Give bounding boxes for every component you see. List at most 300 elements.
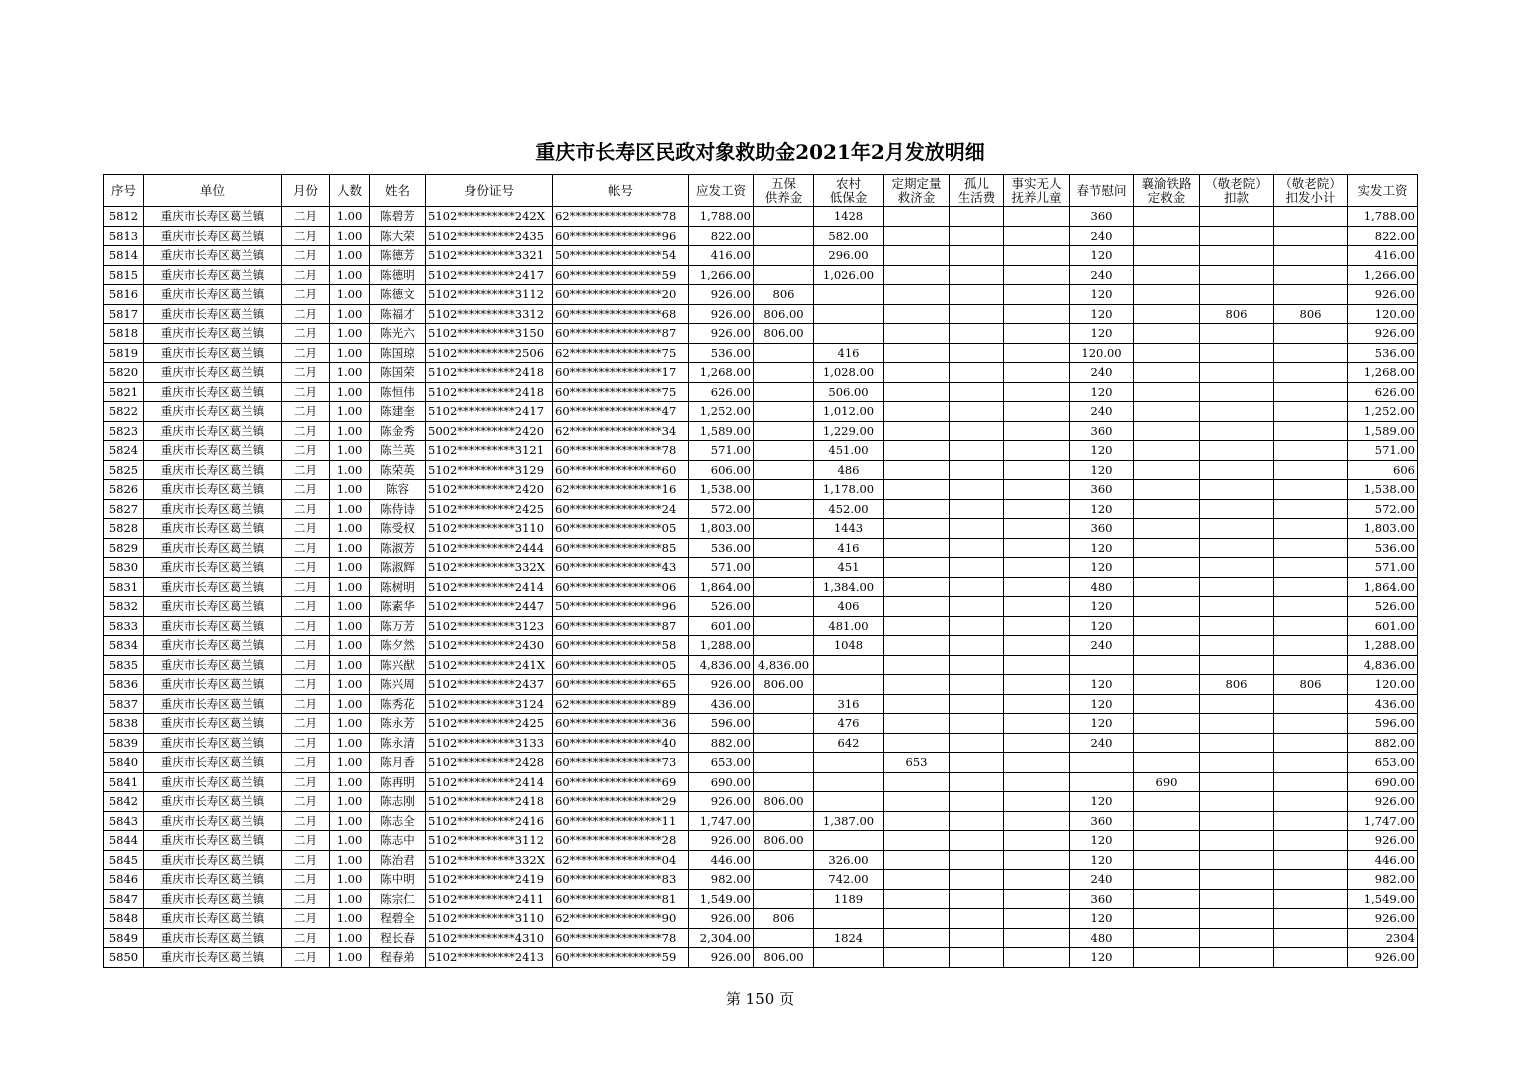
table-cell [1274, 948, 1348, 968]
table-cell: 5850 [104, 948, 144, 968]
table-row [104, 226, 1418, 246]
table-row [104, 285, 1418, 305]
table-cell: 陈夕然 [370, 636, 426, 656]
table-cell: 重庆市长寿区葛兰镇 [144, 772, 282, 792]
table-cell [950, 382, 1004, 402]
table-cell [1274, 363, 1348, 383]
table-cell: 926.00 [1348, 948, 1418, 968]
table-cell [1274, 421, 1348, 441]
table-cell: 5834 [104, 636, 144, 656]
table-row [104, 792, 1418, 812]
table-cell: 120 [1070, 246, 1134, 266]
column-header: 实发工资 [1348, 175, 1418, 207]
table-cell: 926.00 [689, 948, 754, 968]
table-cell: 120 [1070, 304, 1134, 324]
table-cell: 1.00 [330, 694, 370, 714]
table-cell: 60****************59 [553, 948, 689, 968]
table-cell: 60****************58 [553, 636, 689, 656]
table-cell [1200, 519, 1274, 539]
table-cell: 重庆市长寿区葛兰镇 [144, 753, 282, 773]
table-cell: 571.00 [1348, 441, 1418, 461]
table-cell: 1.00 [330, 636, 370, 656]
table-cell: 5829 [104, 538, 144, 558]
table-cell: 60****************73 [553, 753, 689, 773]
table-cell: 601.00 [1348, 616, 1418, 636]
table-cell [1274, 870, 1348, 890]
table-cell: 二月 [282, 772, 330, 792]
table-cell: 60****************36 [553, 714, 689, 734]
table-cell [754, 694, 814, 714]
table-cell [950, 363, 1004, 383]
table-cell: 1,026.00 [814, 265, 884, 285]
table-cell [1274, 714, 1348, 734]
table-cell [754, 616, 814, 636]
table-cell: 1.00 [330, 870, 370, 890]
table-cell [1200, 421, 1274, 441]
table-cell [1274, 324, 1348, 344]
table-cell: 62****************34 [553, 421, 689, 441]
table-cell [1274, 928, 1348, 948]
table-cell: 480 [1070, 577, 1134, 597]
table-cell: 二月 [282, 558, 330, 578]
table-cell [950, 460, 1004, 480]
table-cell [1134, 402, 1200, 422]
table-cell: 120.00 [1348, 304, 1418, 324]
table-cell: 重庆市长寿区葛兰镇 [144, 538, 282, 558]
table-cell: 陈树明 [370, 577, 426, 597]
table-cell: 5002**********2420 [426, 421, 553, 441]
table-cell: 806.00 [754, 948, 814, 968]
table-cell: 60****************40 [553, 733, 689, 753]
column-header: 春节慰问 [1070, 175, 1134, 207]
table-cell: 1.00 [330, 714, 370, 734]
table-cell: 重庆市长寿区葛兰镇 [144, 909, 282, 929]
table-cell [1274, 694, 1348, 714]
table-cell: 1.00 [330, 460, 370, 480]
table-cell [950, 480, 1004, 500]
table-cell [884, 421, 950, 441]
table-cell [950, 519, 1004, 539]
table-cell: 5102**********2418 [426, 792, 553, 812]
table-cell: 451 [814, 558, 884, 578]
table-cell [1004, 655, 1070, 675]
table-cell [1274, 343, 1348, 363]
table-cell: 1,252.00 [1348, 402, 1418, 422]
table-row [104, 870, 1418, 890]
table-cell: 60****************59 [553, 265, 689, 285]
page-number: 第 150 页 [725, 990, 795, 1008]
table-cell: 5818 [104, 324, 144, 344]
table-cell: 120 [1070, 324, 1134, 344]
table-cell [1200, 363, 1274, 383]
table-cell: 重庆市长寿区葛兰镇 [144, 870, 282, 890]
table-cell [754, 421, 814, 441]
table-cell [884, 343, 950, 363]
table-cell: 1,589.00 [1348, 421, 1418, 441]
table-cell: 1.00 [330, 519, 370, 539]
table-cell [950, 577, 1004, 597]
table-cell [1200, 382, 1274, 402]
table-cell: 5102**********2414 [426, 772, 553, 792]
table-cell [1200, 499, 1274, 519]
table-cell [754, 519, 814, 539]
table-cell [754, 480, 814, 500]
table-cell [1004, 285, 1070, 305]
table-cell: 526.00 [1348, 597, 1418, 617]
table-cell [1134, 675, 1200, 695]
table-cell: 5831 [104, 577, 144, 597]
table-cell [1200, 441, 1274, 461]
table-cell: 60****************75 [553, 382, 689, 402]
table-cell: 1,788.00 [1348, 207, 1418, 227]
table-cell [1134, 831, 1200, 851]
table-cell [884, 948, 950, 968]
table-cell [1200, 948, 1274, 968]
table-cell [1134, 694, 1200, 714]
table-cell: 陈福才 [370, 304, 426, 324]
table-cell: 1,864.00 [1348, 577, 1418, 597]
table-cell [1274, 246, 1348, 266]
table-cell: 重庆市长寿区葛兰镇 [144, 519, 282, 539]
table-cell: 60****************87 [553, 324, 689, 344]
table-cell: 5102**********2420 [426, 480, 553, 500]
table-cell: 二月 [282, 792, 330, 812]
table-row [104, 636, 1418, 656]
table-cell: 926.00 [689, 304, 754, 324]
table-cell: 806 [1200, 675, 1274, 695]
table-cell [1274, 577, 1348, 597]
table-cell: 5102**********242X [426, 207, 553, 227]
table-cell [754, 382, 814, 402]
table-cell: 陈淑辉 [370, 558, 426, 578]
table-cell [950, 226, 1004, 246]
table-cell: 626.00 [689, 382, 754, 402]
table-cell: 陈侍诗 [370, 499, 426, 519]
table-cell: 446.00 [689, 850, 754, 870]
table-row [104, 558, 1418, 578]
table-cell: 重庆市长寿区葛兰镇 [144, 792, 282, 812]
table-cell: 120 [1070, 285, 1134, 305]
column-header: 帐号 [553, 175, 689, 207]
table-cell: 陈大荣 [370, 226, 426, 246]
table-cell: 526.00 [689, 597, 754, 617]
table-cell: 重庆市长寿区葛兰镇 [144, 948, 282, 968]
table-cell: 陈宗仁 [370, 889, 426, 909]
table-cell: 二月 [282, 285, 330, 305]
table-cell [950, 694, 1004, 714]
table-cell: 60****************47 [553, 402, 689, 422]
table-cell [1004, 714, 1070, 734]
table-cell [884, 597, 950, 617]
table-cell: 926.00 [1348, 792, 1418, 812]
table-cell: 5842 [104, 792, 144, 812]
table-cell: 陈金秀 [370, 421, 426, 441]
table-cell [1134, 811, 1200, 831]
table-cell: 452.00 [814, 499, 884, 519]
table-cell: 416 [814, 343, 884, 363]
table-cell [1134, 558, 1200, 578]
table-cell: 1.00 [330, 285, 370, 305]
table-row [104, 265, 1418, 285]
table-cell [1004, 480, 1070, 500]
table-row [104, 655, 1418, 675]
table-cell: 5841 [104, 772, 144, 792]
table-cell: 1824 [814, 928, 884, 948]
table-cell: 120 [1070, 499, 1134, 519]
table-cell: 5845 [104, 850, 144, 870]
table-cell: 重庆市长寿区葛兰镇 [144, 265, 282, 285]
table-cell [950, 324, 1004, 344]
table-cell [1134, 792, 1200, 812]
table-cell [754, 441, 814, 461]
table-cell [1004, 870, 1070, 890]
table-cell: 4,836.00 [1348, 655, 1418, 675]
table-cell [1004, 597, 1070, 617]
table-cell: 5102**********3129 [426, 460, 553, 480]
table-cell [754, 246, 814, 266]
table-cell [1004, 441, 1070, 461]
table-cell: 陈素华 [370, 597, 426, 617]
table-row [104, 850, 1418, 870]
table-cell: 1.00 [330, 792, 370, 812]
table-cell: 5102**********2425 [426, 714, 553, 734]
table-cell: 5836 [104, 675, 144, 695]
table-cell [1200, 870, 1274, 890]
column-header: （敬老院） 扣款 [1200, 175, 1274, 207]
table-cell: 1443 [814, 519, 884, 539]
table-cell [950, 811, 1004, 831]
table-cell [1274, 616, 1348, 636]
table-cell: 重庆市长寿区葛兰镇 [144, 558, 282, 578]
table-row [104, 928, 1418, 948]
table-cell [754, 811, 814, 831]
table-cell [1134, 324, 1200, 344]
table-cell: 5102**********3112 [426, 831, 553, 851]
table-cell [754, 597, 814, 617]
table-cell: 重庆市长寿区葛兰镇 [144, 714, 282, 734]
table-cell: 1.00 [330, 909, 370, 929]
table-cell: 5844 [104, 831, 144, 851]
table-cell: 重庆市长寿区葛兰镇 [144, 616, 282, 636]
table-cell: 5102**********2425 [426, 499, 553, 519]
table-cell [1134, 226, 1200, 246]
table-cell: 5835 [104, 655, 144, 675]
table-cell: 926.00 [1348, 324, 1418, 344]
table-cell: 60****************11 [553, 811, 689, 831]
table-cell: 240 [1070, 636, 1134, 656]
table-cell [1274, 811, 1348, 831]
table-cell [950, 499, 1004, 519]
table-cell: 二月 [282, 538, 330, 558]
table-cell: 二月 [282, 831, 330, 851]
table-cell: 二月 [282, 675, 330, 695]
table-cell [950, 733, 1004, 753]
table-cell [1274, 382, 1348, 402]
table-cell: 5848 [104, 909, 144, 929]
table-row [104, 811, 1418, 831]
table-cell: 重庆市长寿区葛兰镇 [144, 285, 282, 305]
table-row [104, 616, 1418, 636]
table-cell: 陈恒伟 [370, 382, 426, 402]
table-cell: 二月 [282, 597, 330, 617]
table-cell: 806.00 [754, 304, 814, 324]
table-cell: 陈兰英 [370, 441, 426, 461]
table-cell [884, 733, 950, 753]
table-cell [1134, 246, 1200, 266]
table-cell: 476 [814, 714, 884, 734]
table-cell [884, 304, 950, 324]
table-cell: 陈德芳 [370, 246, 426, 266]
table-cell: 5823 [104, 421, 144, 441]
table-cell [814, 831, 884, 851]
table-cell: 二月 [282, 441, 330, 461]
table-cell: 5832 [104, 597, 144, 617]
table-cell: 62****************04 [553, 850, 689, 870]
table-cell: 806 [1274, 675, 1348, 695]
table-cell [1004, 831, 1070, 851]
table-cell: 1.00 [330, 226, 370, 246]
table-cell: 60****************60 [553, 460, 689, 480]
table-cell: 50****************96 [553, 597, 689, 617]
table-cell [950, 246, 1004, 266]
table-cell [884, 324, 950, 344]
table-cell [1200, 558, 1274, 578]
table-cell [1200, 714, 1274, 734]
table-cell: 822.00 [689, 226, 754, 246]
table-cell [1274, 538, 1348, 558]
table-cell: 1.00 [330, 382, 370, 402]
table-cell: 60****************28 [553, 831, 689, 851]
table-cell [814, 909, 884, 929]
column-header: 襄渝铁路 定救金 [1134, 175, 1200, 207]
table-cell: 653.00 [1348, 753, 1418, 773]
table-cell: 120.00 [1070, 343, 1134, 363]
table-cell: 1.00 [330, 889, 370, 909]
table-cell [1004, 675, 1070, 695]
table-cell: 5102**********2435 [426, 226, 553, 246]
table-cell: 陈月香 [370, 753, 426, 773]
table-cell [814, 772, 884, 792]
table-cell: 二月 [282, 265, 330, 285]
table-cell: 742.00 [814, 870, 884, 890]
table-cell: 5102**********2411 [426, 889, 553, 909]
table-cell [1134, 304, 1200, 324]
table-cell: 926.00 [689, 285, 754, 305]
table-cell: 1,266.00 [1348, 265, 1418, 285]
table-cell: 1048 [814, 636, 884, 656]
table-cell: 1.00 [330, 616, 370, 636]
table-cell [754, 577, 814, 597]
table-cell [884, 772, 950, 792]
table-cell: 120 [1070, 597, 1134, 617]
table-cell [950, 831, 1004, 851]
table-cell [1004, 850, 1070, 870]
table-cell [1200, 538, 1274, 558]
table-cell [754, 733, 814, 753]
table-cell [1004, 519, 1070, 539]
table-cell: 1.00 [330, 772, 370, 792]
table-cell: 2304 [1348, 928, 1418, 948]
table-cell: 程碧全 [370, 909, 426, 929]
table-cell: 5828 [104, 519, 144, 539]
table-cell: 重庆市长寿区葛兰镇 [144, 928, 282, 948]
table-cell [1274, 850, 1348, 870]
table-cell [1274, 831, 1348, 851]
table-cell [1004, 577, 1070, 597]
table-cell [814, 753, 884, 773]
table-cell: 陈志中 [370, 831, 426, 851]
table-cell: 5822 [104, 402, 144, 422]
table-cell [884, 870, 950, 890]
table-cell [884, 558, 950, 578]
table-cell [1200, 928, 1274, 948]
table-cell: 陈志全 [370, 811, 426, 831]
table-cell [1200, 733, 1274, 753]
table-cell: 二月 [282, 714, 330, 734]
table-cell: 60****************05 [553, 519, 689, 539]
table-cell: 陈中明 [370, 870, 426, 890]
table-cell: 1,028.00 [814, 363, 884, 383]
table-cell: 481.00 [814, 616, 884, 636]
table-cell: 926.00 [1348, 909, 1418, 929]
table-cell: 360 [1070, 207, 1134, 227]
table-cell [1004, 382, 1070, 402]
table-cell [814, 792, 884, 812]
table-cell: 1.00 [330, 402, 370, 422]
table-cell: 1.00 [330, 675, 370, 695]
table-cell [884, 226, 950, 246]
column-header: 孤儿 生活费 [950, 175, 1004, 207]
table-cell: 4,836.00 [754, 655, 814, 675]
table-cell: 120.00 [1348, 675, 1418, 695]
table-cell: 重庆市长寿区葛兰镇 [144, 207, 282, 227]
table-cell [1200, 343, 1274, 363]
table-cell: 120 [1070, 675, 1134, 695]
table-cell [1200, 460, 1274, 480]
table-cell [950, 889, 1004, 909]
table-cell [1274, 558, 1348, 578]
table-cell [1004, 792, 1070, 812]
table-cell [1134, 909, 1200, 929]
table-cell: 406 [814, 597, 884, 617]
table-cell: 重庆市长寿区葛兰镇 [144, 811, 282, 831]
table-row [104, 519, 1418, 539]
table-cell: 二月 [282, 870, 330, 890]
table-cell: 1.00 [330, 811, 370, 831]
table-cell: 240 [1070, 870, 1134, 890]
table-cell [814, 285, 884, 305]
table-cell: 360 [1070, 811, 1134, 831]
table-cell: 二月 [282, 889, 330, 909]
table-cell: 重庆市长寿区葛兰镇 [144, 733, 282, 753]
table-cell [1004, 909, 1070, 929]
table-cell: 240 [1070, 402, 1134, 422]
table-cell: 陈国琼 [370, 343, 426, 363]
table-cell [1004, 402, 1070, 422]
table-cell: 120 [1070, 382, 1134, 402]
table-cell: 1.00 [330, 343, 370, 363]
table-cell [1274, 207, 1348, 227]
table-cell [884, 480, 950, 500]
table-row [104, 246, 1418, 266]
table-cell [1134, 519, 1200, 539]
table-cell [1004, 811, 1070, 831]
table-cell [1004, 421, 1070, 441]
table-row [104, 304, 1418, 324]
table-cell: 5827 [104, 499, 144, 519]
table-cell: 二月 [282, 519, 330, 539]
table-cell: 1.00 [330, 948, 370, 968]
